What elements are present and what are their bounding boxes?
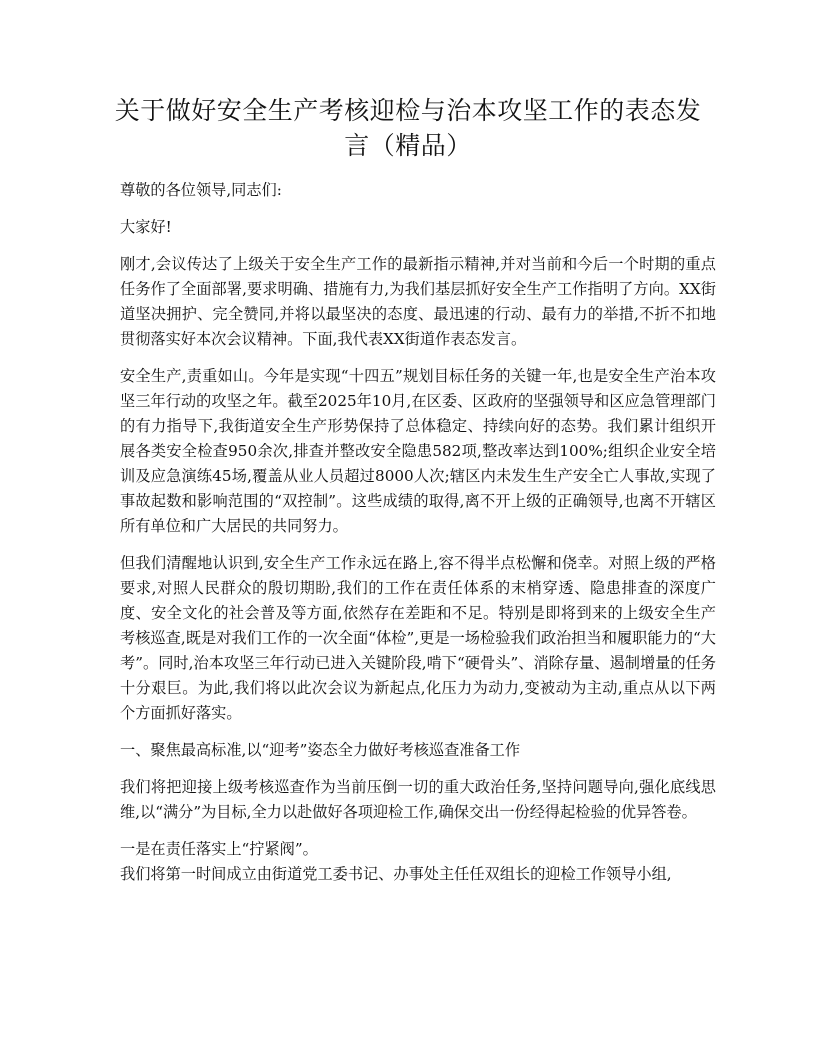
paragraph-responsibility-start: 我们将第一时间成立由街道党工委书记、办事处主任任双组长的迎检工作领导小组, [120, 865, 672, 883]
paragraph-achievements: 安全生产,责重如山。今年是实现“十四五”规划目标任务的关键一年,也是安全生产治本攻坚三年行动的攻坚之年。截至2025年10月,在区委、区政府的坚强领导和区应急管理部门的有力指导下,我街道安全生产形势保持了总体稳定、持续向好的态势。我们累计组织开展各类安全检查950余次,排查并整改安全隐患582项,整改率达到100%;组织企业安全培训及应急演练45场,覆盖从业人员超过8000人次;辖区内未发生生产安全亡人事故,实现了事故起数和影响范围的“双控制”。这些成绩的取得,离不开上级的正确领导,也离不开辖区所有单位和广大居民的共同努力。 [120, 367, 716, 535]
document-title: 关于做好安全生产考核迎检与治本攻坚工作的表态发言（精品） [114, 96, 702, 160]
subheading-responsibility: 一是在责任落实上“拧紧阀”。 [120, 840, 318, 858]
paragraph-section-1-intro: 我们将把迎接上级考核巡查作为当前压倒一切的重大政治任务,坚持问题导向,强化底线思维,以“满分”为目标,全力以赴做好各项迎检工作,确保交出一份经得起检验的优异答卷。 [120, 778, 716, 821]
paragraph-opening: 刚才,会议传达了上级关于安全生产工作的最新指示精神,并对当前和今后一个时期的重点任务作了全面部署,要求明确、措施有力,为我们基层抓好安全生产工作指明了方向。XX街道坚决拥护、完全赞同,并将以最坚决的态度、最迅速的行动、最有力的举措,不折不扣地贯彻落实好本次会议精神。下面,我代表XX街道作表态发言。 [120, 255, 716, 348]
document-body [120, 178, 716, 887]
paragraph-shortcomings: 但我们清醒地认识到,安全生产工作永远在路上,容不得半点松懈和侥幸。对照上级的严格要求,对照人民群众的殷切期盼,我们的工作在责任体系的末梢穿透、隐患排查的深度广度、安全文化的社会普及等方面,依然存在差距和不足。特别是即将到来的上级安全生产考核巡查,既是对我们工作的一次全面“体检”,更是一场检验我们政治担当和履职能力的“大考”。同时,治本攻坚三年行动已进入关键阶段,啃下“硬骨头”、消除存量、遏制增量的任务十分艰巨。为此,我们将以此次会议为新起点,化压力为动力,变被动为主动,重点从以下两个方面抓好落实。 [120, 554, 716, 722]
salutation: 大家好! [120, 218, 172, 236]
section-heading-1: 一、聚焦最高标准,以“迎考”姿态全力做好考核巡查准备工作 [120, 741, 521, 759]
greeting: 尊敬的各位领导,同志们: [120, 181, 282, 199]
